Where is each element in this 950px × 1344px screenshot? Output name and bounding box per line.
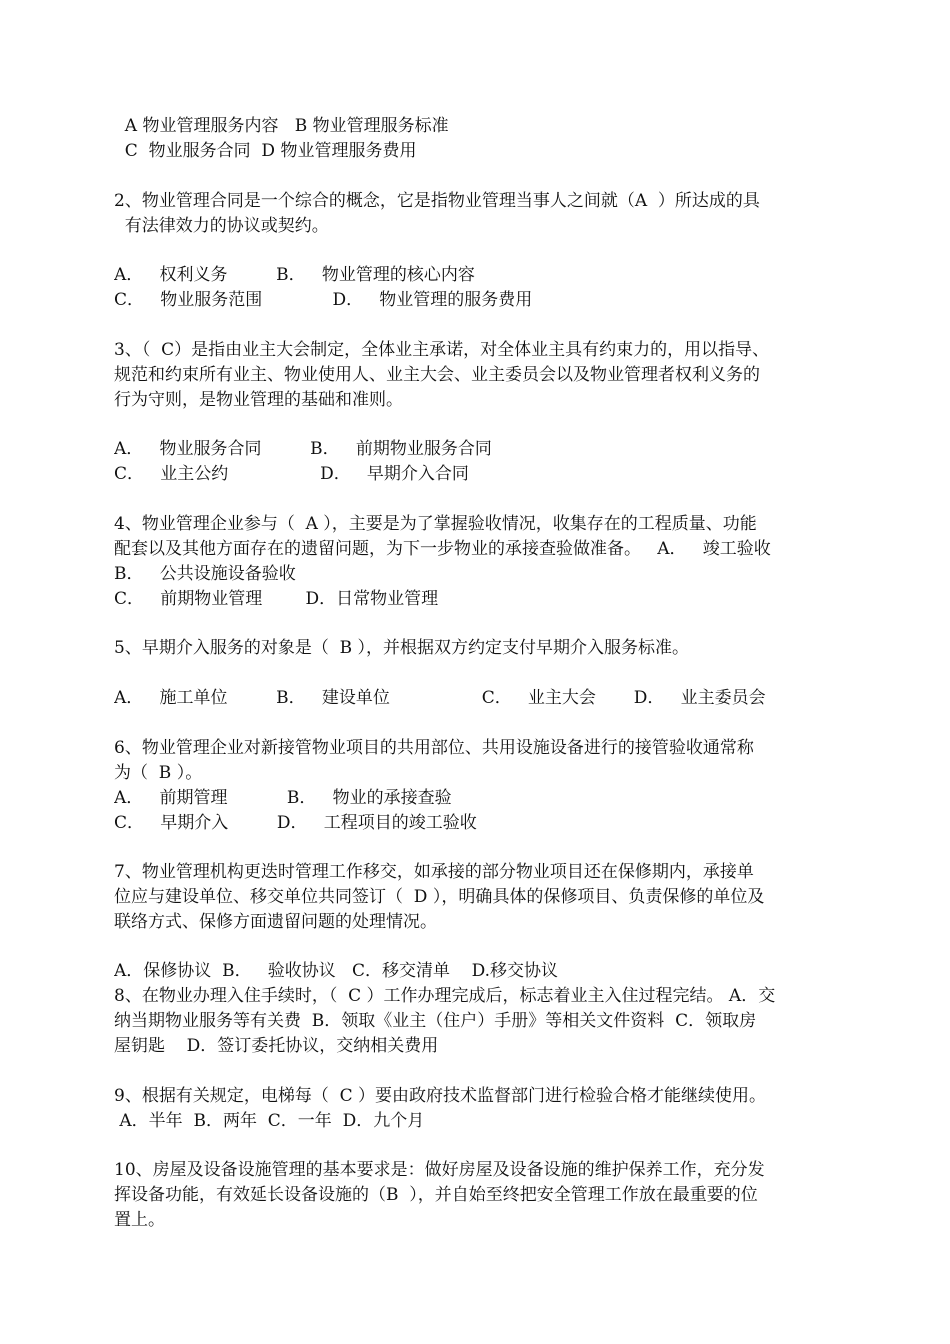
text-line: 4、物业管理企业参与（ A ），主要是为了掌握验收情况，收集存在的工程质量、功能 [114,514,757,534]
text-line: C． 物业服务范围 D． 物业管理的服务费用 [114,290,533,310]
text-line: A．保修协议 B． 验收协议 C．移交清单 D.移交协议 [114,961,559,981]
text-line: C． 业主公约 D． 早期介入合同 [114,464,469,484]
text-line: 7、物业管理机构更迭时管理工作移交，如承接的部分物业项目还在保修期内，承接单 [114,862,754,882]
text-line: C． 早期介入 D． 工程项目的竣工验收 [114,813,477,833]
text-line: 6、物业管理企业对新接管物业项目的共用部位、共用设施设备进行的接管验收通常称 [114,738,754,758]
text-line: 有法律效力的协议或契约。 [114,216,329,236]
text-line: A． 前期管理 B． 物业的承接查验 [114,788,452,808]
text-line: 行为守则，是物业管理的基础和准则。 [114,390,403,410]
text-line: 规范和约束所有业主、物业使用人、业主大会、业主委员会以及物业管理者权利义务的 [114,365,760,385]
text-line: A． 施工单位 B． 建设单位 C． 业主大会 D． 业主委员会 [114,688,766,708]
text-line: 挥设备功能，有效延长设备设施的（B ），并自始至终把安全管理工作放在最重要的位 [114,1185,758,1205]
text-line: A． 物业服务合同 B． 前期物业服务合同 [114,439,492,459]
text-line: 配套以及其他方面存在的遗留问题，为下一步物业的承接查验做准备。 A． 竣工验收 [114,539,771,559]
text-line: 10、房屋及设备设施管理的基本要求是：做好房屋及设备设施的维护保养工作，充分发 [114,1160,765,1180]
text-line: C． 前期物业管理 D．日常物业管理 [114,589,439,609]
text-line: 8、在物业办理入住手续时，（ C ）工作办理完成后，标志着业主入住过程完结。 A．交 [114,986,776,1006]
text-line: A 物业管理服务内容 B 物业管理服务标准 [114,116,449,136]
text-line: 屋钥匙 D．签订委托协议，交纳相关费用 [114,1036,439,1056]
text-line: 5、早期介入服务的对象是（ B ），并根据双方约定支付早期介入服务标准。 [114,638,690,658]
text-line: C 物业服务合同 D 物业管理服务费用 [114,141,417,161]
text-line: 位应与建设单位、移交单位共同签订（ D ），明确具体的保修项目、负责保修的单位及 [114,887,765,907]
text-line: B． 公共设施设备验收 [114,564,296,584]
text-line: 2、物业管理合同是一个综合的概念，它是指物业管理当事人之间就（A ）所达成的具 [114,191,760,211]
text-line: 3、（ C）是指由业主大会制定，全体业主承诺，对全体业主具有约束力的，用以指导、 [114,340,770,360]
text-line: A．半年 B．两年 C．一年 D．九个月 [114,1111,425,1131]
text-line: 9、根据有关规定，电梯每（ C ）要由政府技术监督部门进行检验合格才能继续使用。 [114,1086,767,1106]
text-line: 纳当期物业服务等有关费 B．领取《业主（住户）手册》等相关文件资料 C．领取房 [114,1011,757,1031]
text-line: 为（ B ）。 [114,763,203,783]
text-line: 置上。 [114,1210,165,1230]
text-line: 联络方式、保修方面遗留问题的处理情况。 [114,912,437,932]
text-line: A． 权利义务 B． 物业管理的核心内容 [114,265,475,285]
